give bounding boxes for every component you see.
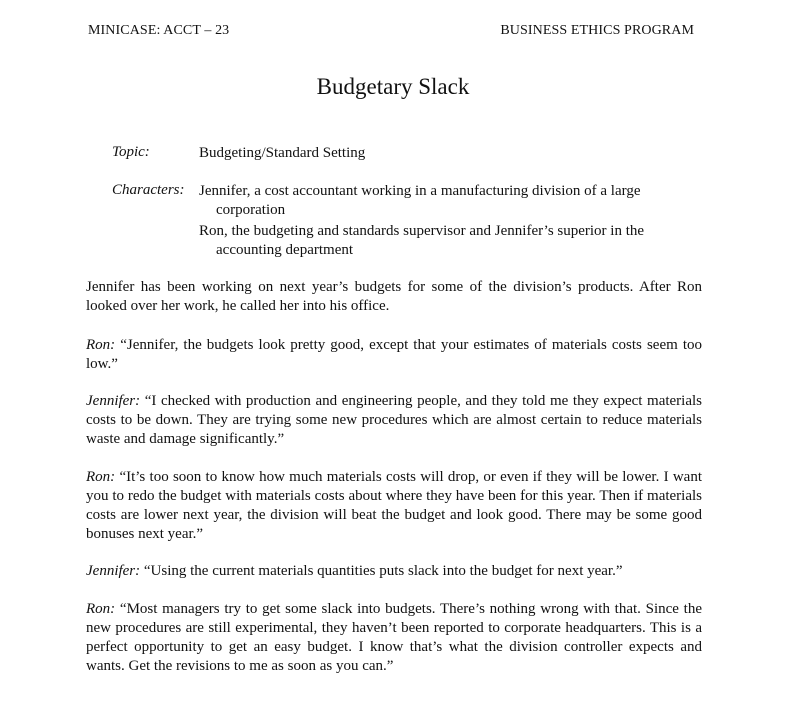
character-jennifer: Jennifer, a cost accountant working in a manufacturing division of a large corporation [199, 183, 641, 218]
speaker-name: Jennifer: [86, 563, 141, 579]
dialogue-text: “Most managers try to get some slack into budgets. There’s nothing wrong with that. Since the new procedures are still experimental, they haven’t been reported to corporate headquarters. This is a perfect opportunity to get an easy budget. I know that’s what the division controller expects and wants. Get the revisions to me as soon as you can.” [86, 601, 703, 674]
dialogue-text: “Using the current materials quantities puts slack into the budget for next year.” [143, 563, 623, 579]
dialogue-paragraph [86, 468, 702, 544]
dialogue-text: “Jennifer, the budgets look pretty good, except that your estimates of materials costs seem too low.” [86, 337, 702, 372]
speaker-name: Ron: [86, 337, 116, 353]
page-title: Budgetary Slack [316, 74, 470, 99]
characters-label: Characters: [112, 182, 185, 198]
case-number-header: MINICASE: ACCT – 23 [88, 23, 230, 38]
topic-label: Topic: [112, 144, 150, 160]
dialogue-paragraph [86, 600, 702, 676]
dialogue-paragraph [86, 336, 702, 374]
dialogue-paragraph [86, 392, 702, 449]
topic-value: Budgeting/Standard Setting [199, 145, 366, 161]
character-ron: Ron, the budgeting and standards supervisor and Jennifer’s superior in the accounting department [199, 223, 645, 258]
speaker-name: Ron: [86, 601, 116, 617]
dialogue-text: “It’s too soon to know how much materials costs will drop, or even if they will be lower. I want you to redo the budget with materials costs about where they have been for this year. Then if materials costs are lower next year, the division will beat the budget and look good. There may be some good bonuses next year.” [86, 469, 703, 542]
intro-paragraph: Jennifer has been working on next year’s budgets for some of the division’s products. After Ron looked over her work, he called her into his office. [86, 279, 702, 314]
dialogue-paragraph [86, 562, 702, 581]
speaker-name: Ron: [86, 469, 116, 485]
speaker-name: Jennifer: [86, 393, 141, 409]
program-header: BUSINESS ETHICS PROGRAM [500, 23, 694, 38]
dialogue-text: “I checked with production and engineering people, and they told me they expect materials costs to be down. They are trying some new procedures which are almost certain to reduce materials waste and damage significantly.” [86, 393, 703, 447]
